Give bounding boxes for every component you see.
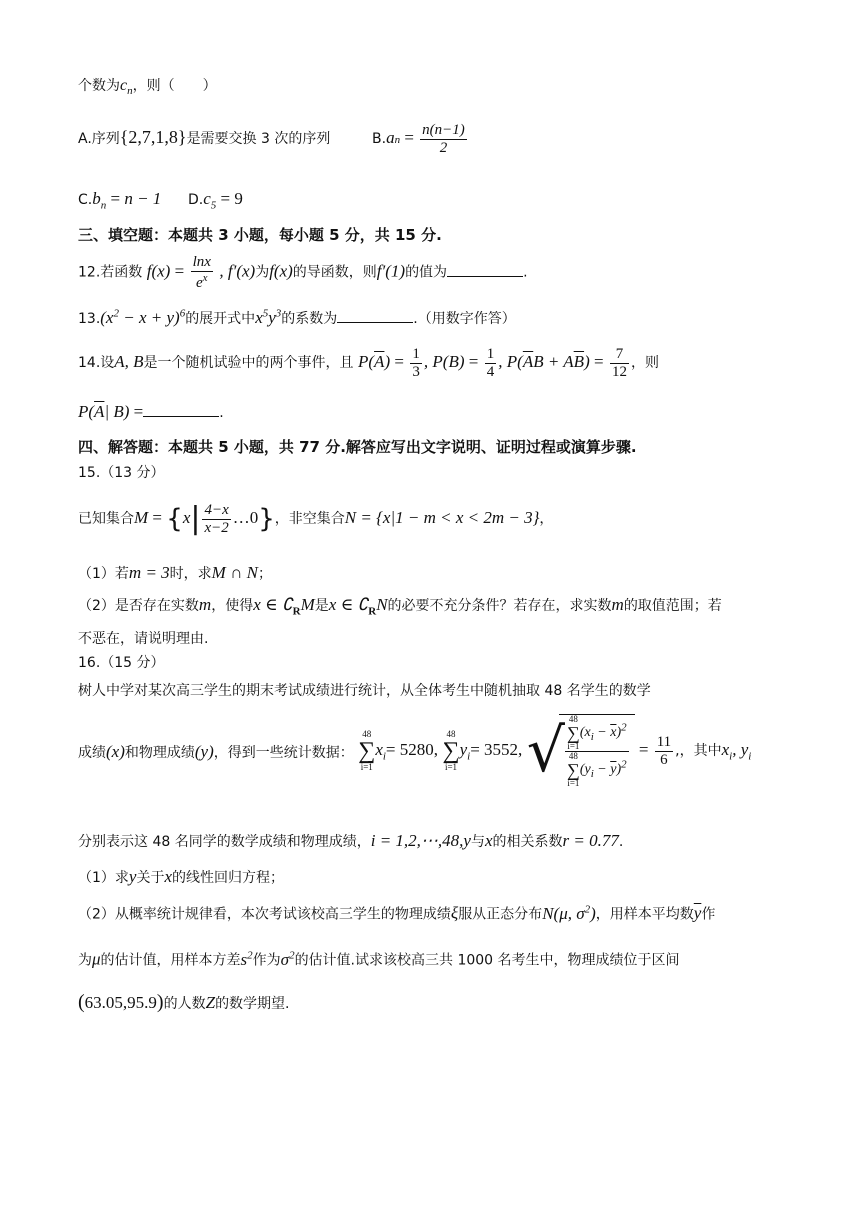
section3-heading: 三、填空题：本题共 3 小题，每小题 5 分，共 15 分. [78,226,442,244]
q16-line2: 成绩(x)和物理成绩(y)，得到一些统计数据： 48 ∑ i=1 $x_i= 5280$, 48 ∑ i=1 $y_i= 3552$, √ 48 ∑ i=1 $(x_i - \overline{x})^2$ 48 ∑ i=1 $(y_i - \overline{y})^2$ = $\frac{11}{6}$ ,，其中$x_i$, $y_i$ [78,714,752,788]
section4-heading: 四、解答题：本题共 5 小题，共 77 分.解答应写出文字说明、证明过程或演算步骤. [78,438,637,456]
q11-option-d: $D.c_5 = 9$ [188,189,243,212]
q11-option-c: $C.b_n = n - 1$ [78,189,162,212]
q11-tail-line: 个数为$c_n$，则（ ） [78,77,217,98]
sum-y: 48 ∑ i=1 [442,729,460,772]
q15-given: 已知集合M = {x| $\frac{4-x}{x-2}$ …0}，非空集合N = {x|1 − m < x < 2m − 3}， [78,501,554,536]
q16-number: 16.（15 分） [78,655,165,671]
q11-option-a: A.序列{2,7,1,8}是需要交换 3 次的序列 [78,127,331,147]
q11-option-b: B.an = $\frac{n(n-1)}{2}$ [372,122,465,156]
q14-line2: $P(\overline{A}|$ B) = . [78,402,224,421]
q16-line3: 分别表示这 48 名同学的数学成绩和物理成绩，i = 1,2,⋯,48,y与x的相关系数r = 0.77. [78,831,624,850]
q16-part1: （1）求y关于x的线性回归方程； [78,867,285,886]
q15-part2-line1: （2）是否存在实数m，使得x ∈ $∁_RM$是x ∈ $∁_RN$的必要不充分条件？若存在，求实数m的取值范围；若 [78,595,722,618]
sum-x: 48 ∑ i=1 [358,729,376,772]
q14-line: 14.设A, B是一个随机试验中的两个事件，且 $P(\overline{A})$ = $\frac{1}{3}$ , P(B) = $\frac{1}{4}$ , $P(\overline{A}B + A\overline{B})$ = $\frac{7}{12}$ ，则 [78,346,660,380]
q15-part1: （1）若m = 3时，求M ∩ N； [78,563,272,582]
q16-line1: 树人中学对某次高三学生的期末考试成绩进行统计，从全体考生中随机抽取 48 名学生的数学 [78,683,651,699]
q16-part2-line2: 为μ的估计值，用样本方差$s^2$作为$\sigma^2$的估计值.试求该校高三共 1000 名考生中，物理成绩位于区间 [78,949,680,969]
q15-number: 15.（13 分） [78,465,165,481]
q16-part2-line3: (63.05,95.9)的人数Z的数学期望. [78,991,290,1013]
q16-part2-line1: （2）从概率统计规律看，本次考试该校高三学生的物理成绩ξ服从正态分布N(μ, $\sigma^2$)，用样本平均数$\overline{y}$作 [78,903,716,923]
q13-line: $13.(x^2 - x + y)^6$的展开式中$x^5y^3$的系数为 .（用数字作答） [78,307,516,327]
q15-part2-line2: 不恶在，请说明理由. [78,631,209,647]
q12-line: 12.若函数 f(x) = $\frac{\ln x}{e^x}$ , f′(x)为f(x)的导函数，则f′(1)的值为 . [78,254,528,291]
